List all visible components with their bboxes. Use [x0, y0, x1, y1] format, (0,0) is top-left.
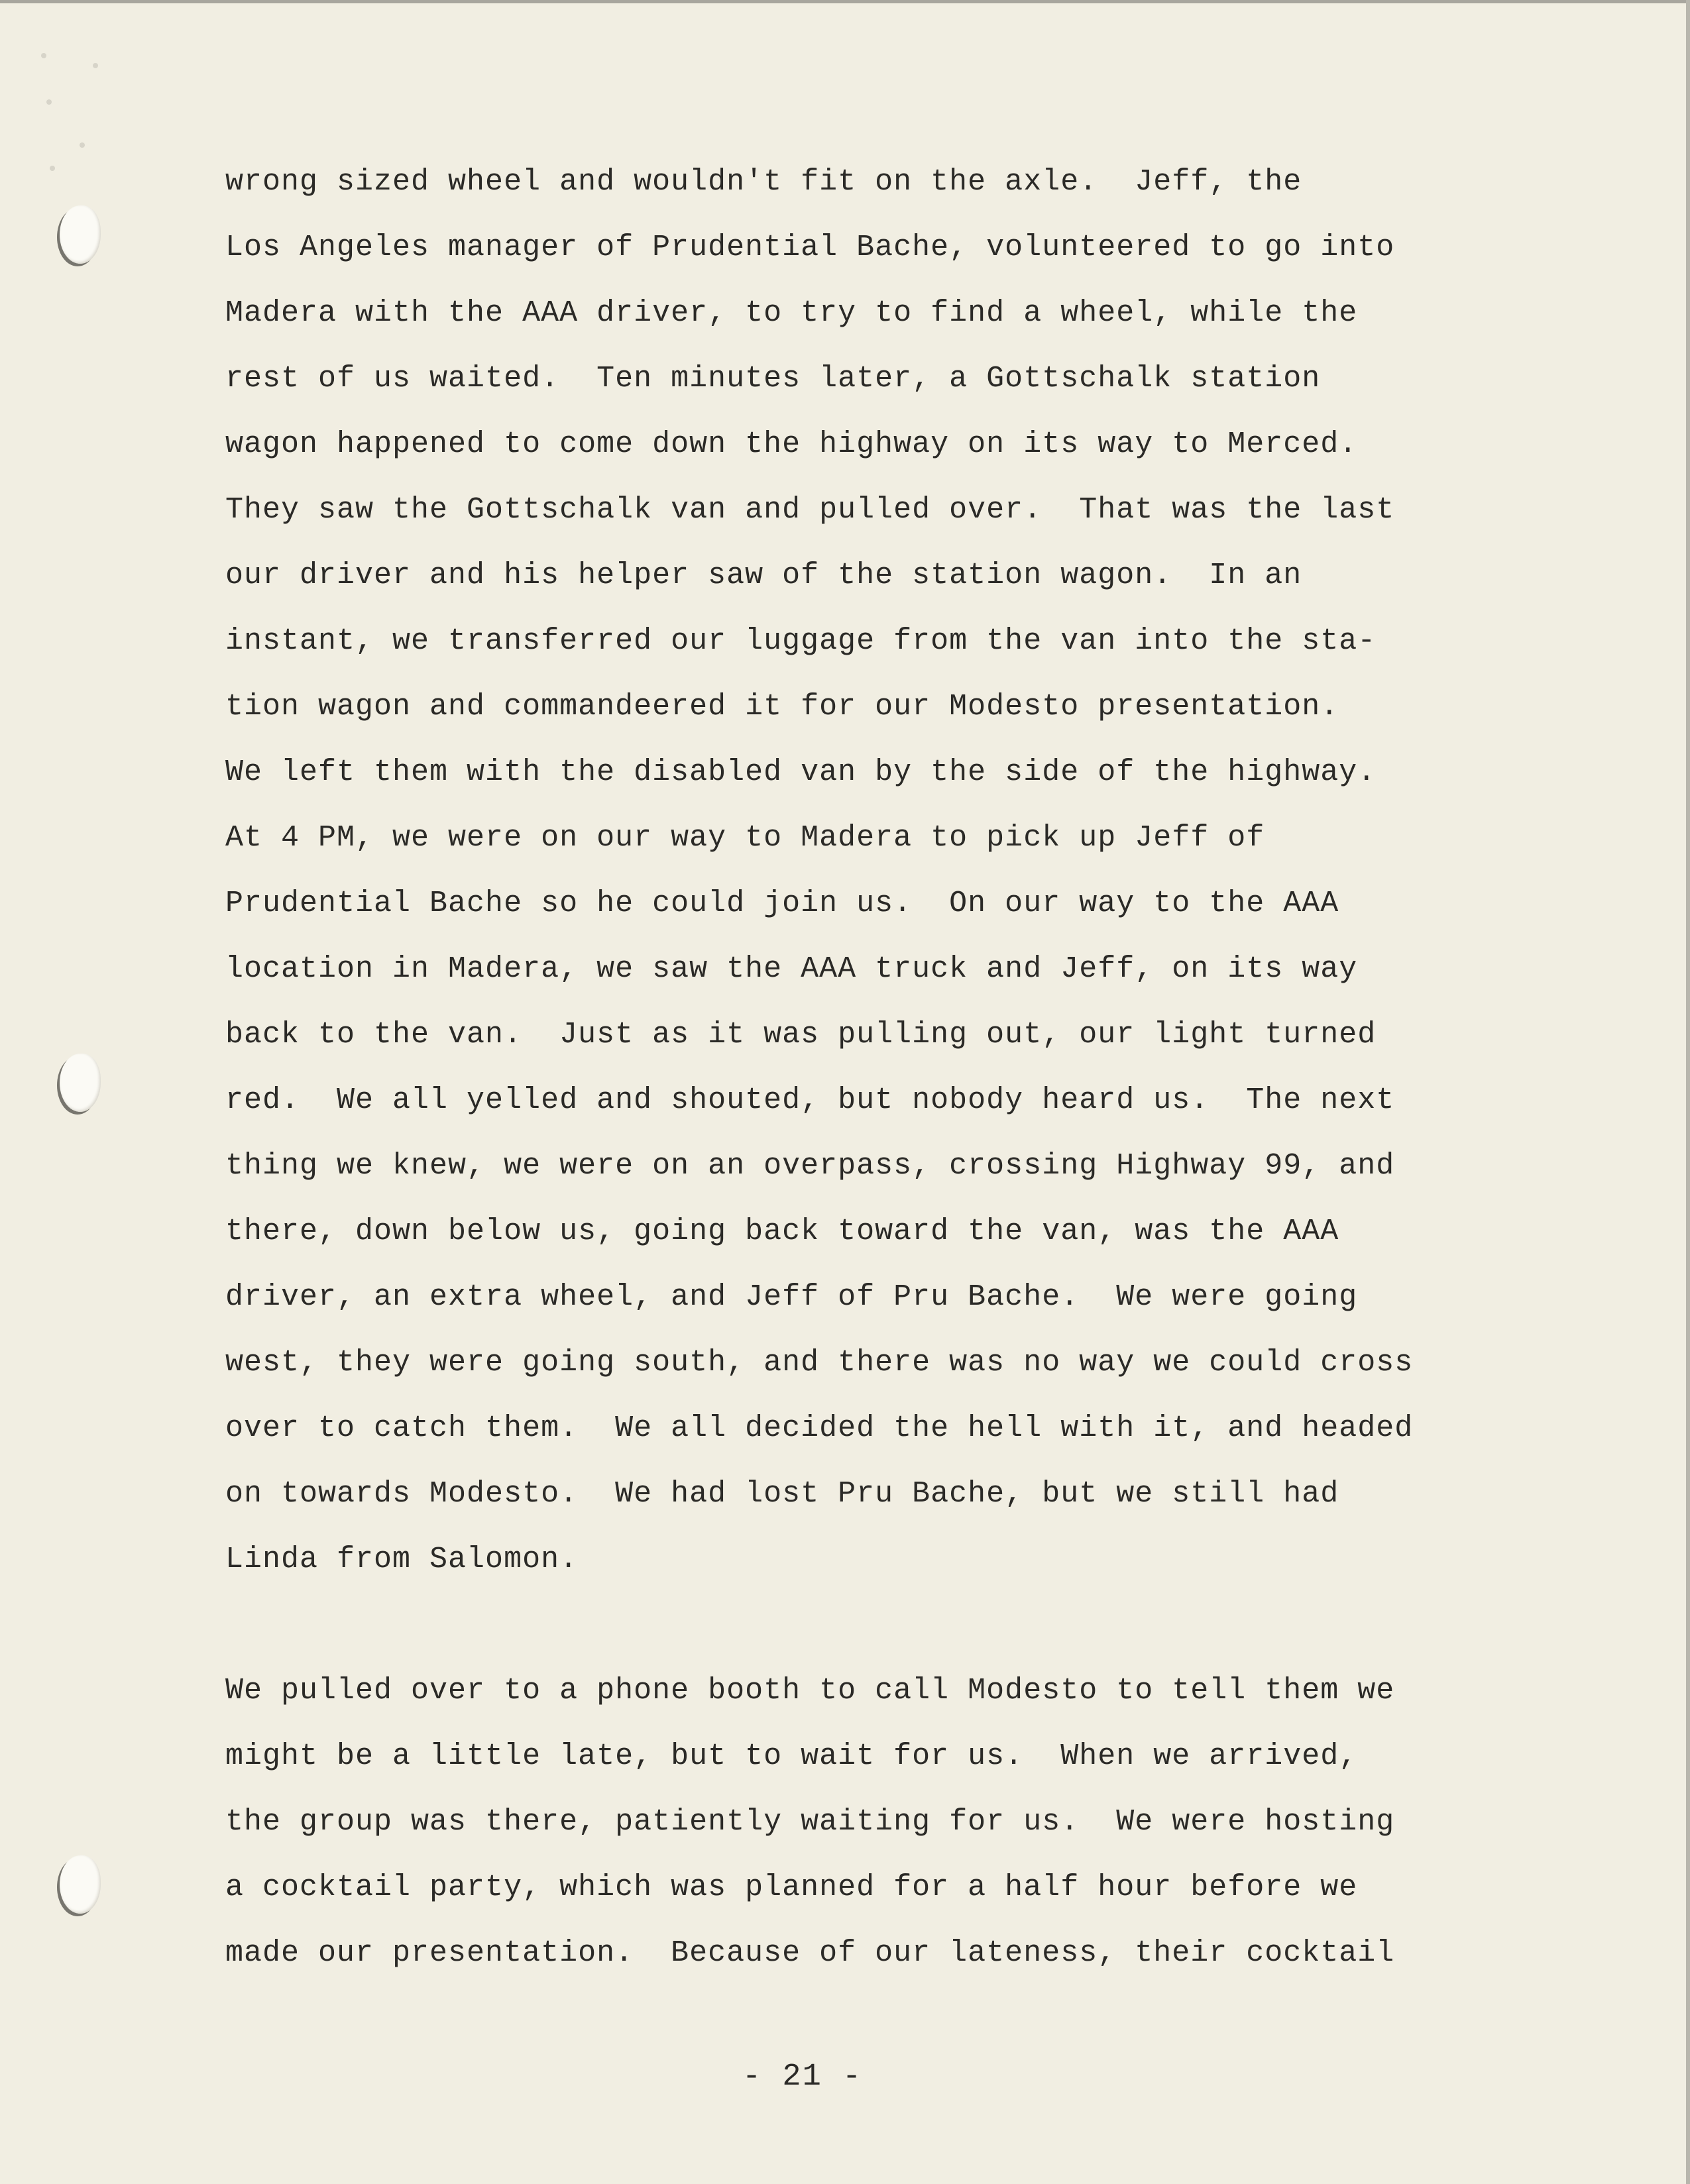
text-line: tion wagon and commandeered it for our Modesto presentation. — [225, 690, 1339, 724]
text-line: a cocktail party, which was planned for a half hour before we — [225, 1871, 1358, 1904]
text-line: red. We all yelled and shouted, but nobody heard us. The next — [225, 1083, 1395, 1117]
page-number: - 21 - — [742, 2059, 863, 2095]
text-line: Prudential Bache so he could join us. On our way to the AAA — [225, 887, 1339, 920]
binder-hole-middle — [60, 1054, 101, 1112]
text-line: We left them with the disabled van by the side of the highway. — [225, 755, 1377, 789]
paper-speck — [80, 142, 85, 148]
body-text — [225, 149, 1551, 1986]
text-line: there, down below us, going back toward the van, was the AAA — [225, 1215, 1339, 1248]
text-line: made our presentation. Because of our lateness, their cocktail — [225, 1936, 1395, 1970]
paper-speck — [46, 99, 52, 105]
text-line: back to the van. Just as it was pulling out, our light turned — [225, 1018, 1377, 1052]
paragraph-spacer — [225, 1592, 1551, 1658]
text-line: over to catch them. We all decided the hell with it, and headed — [225, 1411, 1414, 1445]
text-line: thing we knew, we were on an overpass, crossing Highway 99, and — [225, 1149, 1395, 1183]
text-line: might be a little late, but to wait for us. When we arrived, — [225, 1739, 1358, 1773]
text-line: location in Madera, we saw the AAA truck and Jeff, on its way — [225, 952, 1358, 986]
text-line: We pulled over to a phone booth to call Modesto to tell them we — [225, 1674, 1395, 1708]
paragraph-1 — [225, 149, 1551, 1592]
paper-speck — [50, 166, 55, 171]
text-line: driver, an extra wheel, and Jeff of Pru Bache. We were going — [225, 1280, 1358, 1314]
text-line: west, they were going south, and there was no way we could cross — [225, 1346, 1414, 1380]
text-line: on towards Modesto. We had lost Pru Bache, but we still had — [225, 1477, 1339, 1511]
text-line: Linda from Salomon. — [225, 1543, 579, 1576]
text-line: Madera with the AAA driver, to try to find a wheel, while the — [225, 296, 1358, 330]
text-line: They saw the Gottschalk van and pulled over. That was the last — [225, 493, 1395, 527]
page-top-edge — [0, 0, 1690, 3]
paper-speck — [41, 53, 46, 58]
text-line: Los Angeles manager of Prudential Bache, volunteered to go into — [225, 231, 1395, 264]
text-line: rest of us waited. Ten minutes later, a Gottschalk station — [225, 362, 1321, 396]
text-line: wagon happened to come down the highway on its way to Merced. — [225, 427, 1358, 461]
text-line: our driver and his helper saw of the station wagon. In an — [225, 559, 1302, 592]
paper-speck — [93, 63, 98, 68]
paragraph-2 — [225, 1658, 1551, 1986]
binder-hole-bottom — [60, 1855, 101, 1914]
text-line: wrong sized wheel and wouldn't fit on the axle. Jeff, the — [225, 165, 1302, 199]
text-line: At 4 PM, we were on our way to Madera to pick up Jeff of — [225, 821, 1265, 855]
text-line: instant, we transferred our luggage from the van into the sta- — [225, 624, 1377, 658]
binder-hole-top — [60, 205, 101, 264]
text-line: the group was there, patiently waiting for us. We were hosting — [225, 1805, 1395, 1839]
